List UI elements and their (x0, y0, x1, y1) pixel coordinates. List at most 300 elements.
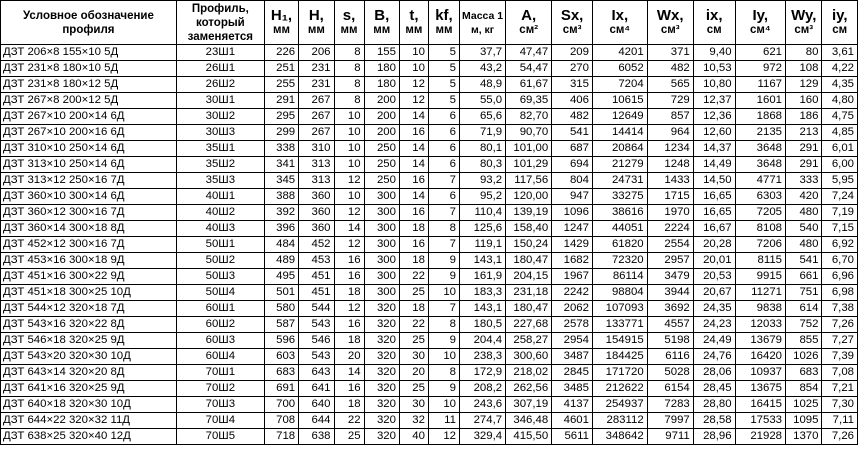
cell-iy: 1868 (735, 109, 785, 125)
header-label: s, (342, 6, 356, 24)
cell-mass: 143,1 (460, 301, 506, 317)
header-unit: см² (519, 23, 539, 36)
cell-wx: 7283 (647, 397, 693, 413)
cell-profile-designation: ДЗТ 543×20 320×30 10Д (1, 349, 177, 365)
cell-wx: 565 (647, 77, 693, 93)
header-replaced-profile (176, 1, 264, 45)
cell-iy-radius: 7,27 (822, 333, 858, 349)
cell-h: 267 (299, 125, 334, 141)
cell-wy: 752 (786, 317, 822, 333)
cell-t: 16 (399, 237, 428, 253)
cell-a: 258,27 (506, 333, 552, 349)
cell-profile-designation: ДЗТ 452×12 300×16 7Д (1, 237, 177, 253)
cell-replaced-profile: 26Ш2 (176, 77, 264, 93)
cell-wy: 108 (786, 61, 822, 77)
cell-profile-designation: ДЗТ 644×22 320×32 11Д (1, 413, 177, 429)
cell-wy: 661 (786, 269, 822, 285)
header-unit: см (832, 23, 848, 36)
header-label: A, (521, 6, 537, 24)
cell-sx: 3487 (552, 349, 593, 365)
cell-iy-radius: 6,01 (822, 141, 858, 157)
header-unit: см³ (562, 23, 582, 36)
cell-wx: 857 (647, 109, 693, 125)
cell-wx: 6154 (647, 381, 693, 397)
cell-h1: 603 (264, 349, 298, 365)
cell-ix-radius: 20,67 (693, 285, 735, 301)
header-unit: мм (340, 23, 358, 36)
table-row (1, 333, 858, 349)
header-unit: мм (435, 23, 453, 36)
cell-sx: 270 (552, 61, 593, 77)
table-row (1, 189, 858, 205)
table-row (1, 349, 858, 365)
cell-h1: 295 (264, 109, 298, 125)
cell-kf: 5 (428, 45, 459, 61)
cell-iy: 3648 (735, 141, 785, 157)
cell-mass: 65,6 (460, 109, 506, 125)
cell-iy: 21928 (735, 429, 785, 445)
cell-wy: 855 (786, 333, 822, 349)
cell-profile-designation: ДЗТ 231×8 180×12 5Д (1, 77, 177, 93)
table-row (1, 173, 858, 189)
cell-a: 101,29 (506, 157, 552, 173)
cell-replaced-profile: 70Ш5 (176, 429, 264, 445)
cell-h1: 255 (264, 77, 298, 93)
cell-iy-radius: 7,11 (822, 413, 858, 429)
cell-iy: 12033 (735, 317, 785, 333)
cell-mass: 243,6 (460, 397, 506, 413)
cell-s: 8 (334, 45, 364, 61)
cell-wx: 1248 (647, 157, 693, 173)
cell-sx: 804 (552, 173, 593, 189)
header-h1 (264, 1, 298, 45)
cell-kf: 9 (428, 381, 459, 397)
header-row (1, 1, 858, 45)
cell-ix: 107093 (592, 301, 647, 317)
cell-wy: 186 (786, 109, 822, 125)
cell-ix-radius: 10,80 (693, 77, 735, 93)
cell-profile-designation: ДЗТ 451×18 300×25 10Д (1, 285, 177, 301)
cell-a: 101,00 (506, 141, 552, 157)
cell-ix: 14414 (592, 125, 647, 141)
cell-mass: 80,3 (460, 157, 506, 173)
cell-t: 25 (399, 381, 428, 397)
cell-s: 18 (334, 333, 364, 349)
header-label: ix, (705, 6, 723, 24)
cell-b: 200 (364, 109, 399, 125)
cell-replaced-profile: 50Ш1 (176, 237, 264, 253)
cell-b: 250 (364, 141, 399, 157)
header-wy (786, 1, 822, 45)
cell-wy: 480 (786, 237, 822, 253)
cell-h: 267 (299, 93, 334, 109)
cell-ix: 254937 (592, 397, 647, 413)
cell-b: 250 (364, 157, 399, 173)
cell-kf: 9 (428, 269, 459, 285)
cell-iy-radius: 5,95 (822, 173, 858, 189)
header-label: Профиль, который заменяется (187, 2, 254, 43)
cell-mass: 274,7 (460, 413, 506, 429)
cell-sx: 315 (552, 77, 593, 93)
cell-profile-designation: ДЗТ 267×10 200×16 6Д (1, 125, 177, 141)
cell-wx: 9711 (647, 429, 693, 445)
cell-ix-radius: 20,53 (693, 269, 735, 285)
cell-mass: 119,1 (460, 237, 506, 253)
cell-b: 300 (364, 285, 399, 301)
cell-sx: 1429 (552, 237, 593, 253)
cell-iy: 11271 (735, 285, 785, 301)
cell-a: 204,15 (506, 269, 552, 285)
cell-iy-radius: 7,21 (822, 381, 858, 397)
header-iy (735, 1, 785, 45)
cell-ix: 24731 (592, 173, 647, 189)
cell-sx: 3485 (552, 381, 593, 397)
cell-ix: 12649 (592, 109, 647, 125)
cell-ix-radius: 16,65 (693, 205, 735, 221)
cell-h: 360 (299, 189, 334, 205)
cell-s: 10 (334, 109, 364, 125)
cell-iy-radius: 7,24 (822, 189, 858, 205)
cell-mass: 329,4 (460, 429, 506, 445)
cell-wy: 1026 (786, 349, 822, 365)
cell-iy: 16420 (735, 349, 785, 365)
cell-h1: 700 (264, 397, 298, 413)
cell-h: 546 (299, 333, 334, 349)
table-row (1, 365, 858, 381)
cell-mass: 43,2 (460, 61, 506, 77)
table-row (1, 237, 858, 253)
cell-wx: 1234 (647, 141, 693, 157)
cell-t: 12 (399, 77, 428, 93)
cell-wx: 3479 (647, 269, 693, 285)
cell-wx: 729 (647, 93, 693, 109)
header-label: Wy, (791, 6, 817, 24)
cell-replaced-profile: 30Ш2 (176, 109, 264, 125)
cell-ix-radius: 12,37 (693, 93, 735, 109)
cell-h1: 580 (264, 301, 298, 317)
cell-a: 180,47 (506, 301, 552, 317)
cell-h: 231 (299, 61, 334, 77)
cell-profile-designation: ДЗТ 313×10 250×14 6Д (1, 157, 177, 173)
header-unit: мм (405, 23, 423, 36)
header-unit: см⁴ (750, 23, 771, 36)
cell-profile-designation: ДЗТ 206×8 155×10 5Д (1, 45, 177, 61)
header-ix-radius (693, 1, 735, 45)
cell-ix: 133771 (592, 317, 647, 333)
cell-h: 453 (299, 253, 334, 269)
cell-replaced-profile: 70Ш3 (176, 397, 264, 413)
cell-ix: 4201 (592, 45, 647, 61)
cell-t: 16 (399, 173, 428, 189)
table-row (1, 45, 858, 61)
cell-h1: 345 (264, 173, 298, 189)
cell-profile-designation: ДЗТ 360×10 300×14 6Д (1, 189, 177, 205)
cell-iy: 9838 (735, 301, 785, 317)
cell-mass: 125,6 (460, 221, 506, 237)
cell-b: 180 (364, 77, 399, 93)
cell-h: 543 (299, 317, 334, 333)
cell-ix-radius: 24,23 (693, 317, 735, 333)
cell-wy: 854 (786, 381, 822, 397)
header-s (334, 1, 364, 45)
cell-sx: 209 (552, 45, 593, 61)
cell-h1: 392 (264, 205, 298, 221)
table-row (1, 61, 858, 77)
cell-iy: 972 (735, 61, 785, 77)
cell-s: 14 (334, 221, 364, 237)
cell-iy: 13679 (735, 333, 785, 349)
cell-t: 20 (399, 365, 428, 381)
cell-a: 262,56 (506, 381, 552, 397)
cell-ix-radius: 10,53 (693, 61, 735, 77)
cell-wy: 333 (786, 173, 822, 189)
cell-kf: 11 (428, 413, 459, 429)
cell-h1: 596 (264, 333, 298, 349)
cell-iy: 13675 (735, 381, 785, 397)
cell-profile-designation: ДЗТ 546×18 320×25 9Д (1, 333, 177, 349)
cell-iy: 8108 (735, 221, 785, 237)
cell-t: 18 (399, 221, 428, 237)
cell-iy-radius: 6,70 (822, 253, 858, 269)
cell-a: 346,48 (506, 413, 552, 429)
header-b (364, 1, 399, 45)
cell-h: 452 (299, 237, 334, 253)
cell-kf: 10 (428, 397, 459, 413)
cell-sx: 1096 (552, 205, 593, 221)
cell-iy-radius: 7,08 (822, 365, 858, 381)
cell-t: 10 (399, 61, 428, 77)
cell-t: 16 (399, 125, 428, 141)
cell-iy-radius: 7,30 (822, 397, 858, 413)
cell-ix: 98804 (592, 285, 647, 301)
table-row (1, 109, 858, 125)
cell-profile-designation: ДЗТ 267×10 200×14 6Д (1, 109, 177, 125)
cell-kf: 5 (428, 93, 459, 109)
cell-t: 18 (399, 301, 428, 317)
cell-wy: 1025 (786, 397, 822, 413)
cell-mass: 110,4 (460, 205, 506, 221)
cell-a: 117,56 (506, 173, 552, 189)
cell-wx: 1715 (647, 189, 693, 205)
header-iy-radius (822, 1, 858, 45)
cell-ix: 283112 (592, 413, 647, 429)
cell-wy: 751 (786, 285, 822, 301)
cell-h1: 299 (264, 125, 298, 141)
cell-wx: 1433 (647, 173, 693, 189)
cell-profile-designation: ДЗТ 544×12 320×18 7Д (1, 301, 177, 317)
cell-b: 300 (364, 205, 399, 221)
cell-replaced-profile: 40Ш1 (176, 189, 264, 205)
cell-kf: 7 (428, 205, 459, 221)
header-sx (552, 1, 593, 45)
cell-h1: 226 (264, 45, 298, 61)
cell-wy: 1095 (786, 413, 822, 429)
cell-ix: 184425 (592, 349, 647, 365)
header-kf (428, 1, 459, 45)
cell-b: 320 (364, 429, 399, 445)
cell-b: 200 (364, 125, 399, 141)
cell-replaced-profile: 70Ш2 (176, 381, 264, 397)
header-label: Условное обозначение профиля (22, 9, 154, 36)
cell-wx: 2224 (647, 221, 693, 237)
cell-replaced-profile: 26Ш1 (176, 61, 264, 77)
cell-iy-radius: 6,00 (822, 157, 858, 173)
cell-iy-radius: 7,39 (822, 349, 858, 365)
cell-ix: 21279 (592, 157, 647, 173)
cell-iy-radius: 7,26 (822, 317, 858, 333)
cell-ix-radius: 28,06 (693, 365, 735, 381)
cell-iy: 6303 (735, 189, 785, 205)
cell-h: 451 (299, 285, 334, 301)
cell-t: 25 (399, 285, 428, 301)
cell-ix-radius: 14,49 (693, 157, 735, 173)
cell-wx: 7997 (647, 413, 693, 429)
cell-iy: 16415 (735, 397, 785, 413)
cell-replaced-profile: 30Ш3 (176, 125, 264, 141)
cell-kf: 6 (428, 157, 459, 173)
cell-profile-designation: ДЗТ 267×8 200×12 5Д (1, 93, 177, 109)
cell-a: 120,00 (506, 189, 552, 205)
cell-sx: 2242 (552, 285, 593, 301)
cell-h: 544 (299, 301, 334, 317)
cell-t: 12 (399, 93, 428, 109)
cell-h: 638 (299, 429, 334, 445)
cell-s: 22 (334, 413, 364, 429)
cell-kf: 12 (428, 429, 459, 445)
cell-replaced-profile: 23Ш1 (176, 45, 264, 61)
cell-h1: 484 (264, 237, 298, 253)
cell-replaced-profile: 60Ш1 (176, 301, 264, 317)
cell-mass: 93,2 (460, 173, 506, 189)
cell-mass: 143,1 (460, 253, 506, 269)
cell-wy: 683 (786, 365, 822, 381)
header-mass (460, 1, 506, 45)
table-row (1, 141, 858, 157)
cell-ix-radius: 28,80 (693, 397, 735, 413)
cell-iy: 17533 (735, 413, 785, 429)
cell-s: 12 (334, 173, 364, 189)
cell-iy-radius: 7,15 (822, 221, 858, 237)
cell-replaced-profile: 50Ш4 (176, 285, 264, 301)
cell-ix: 72320 (592, 253, 647, 269)
cell-replaced-profile: 70Ш4 (176, 413, 264, 429)
cell-kf: 5 (428, 61, 459, 77)
cell-profile-designation: ДЗТ 310×10 250×14 6Д (1, 141, 177, 157)
cell-profile-designation: ДЗТ 451×16 300×22 9Д (1, 269, 177, 285)
cell-s: 16 (334, 317, 364, 333)
cell-b: 320 (364, 381, 399, 397)
cell-kf: 6 (428, 109, 459, 125)
cell-h1: 251 (264, 61, 298, 77)
cell-wy: 160 (786, 93, 822, 109)
cell-replaced-profile: 30Ш1 (176, 93, 264, 109)
cell-replaced-profile: 60Ш3 (176, 333, 264, 349)
cell-t: 22 (399, 269, 428, 285)
cell-kf: 10 (428, 285, 459, 301)
cell-sx: 2062 (552, 301, 593, 317)
cell-replaced-profile: 35Ш3 (176, 173, 264, 189)
cell-ix-radius: 14,37 (693, 141, 735, 157)
cell-replaced-profile: 50Ш3 (176, 269, 264, 285)
cell-sx: 1247 (552, 221, 593, 237)
cell-wx: 4557 (647, 317, 693, 333)
cell-t: 10 (399, 45, 428, 61)
header-label: H, (308, 6, 324, 24)
cell-ix-radius: 14,50 (693, 173, 735, 189)
cell-a: 90,70 (506, 125, 552, 141)
cell-ix-radius: 16,65 (693, 189, 735, 205)
header-label: B, (374, 6, 390, 24)
cell-h: 267 (299, 109, 334, 125)
cell-mass: 180,5 (460, 317, 506, 333)
cell-ix: 7204 (592, 77, 647, 93)
cell-ix: 44051 (592, 221, 647, 237)
cell-a: 227,68 (506, 317, 552, 333)
cell-replaced-profile: 35Ш1 (176, 141, 264, 157)
cell-ix-radius: 16,67 (693, 221, 735, 237)
cell-ix-radius: 24,35 (693, 301, 735, 317)
cell-h1: 708 (264, 413, 298, 429)
cell-kf: 10 (428, 349, 459, 365)
cell-b: 320 (364, 397, 399, 413)
cell-ix-radius: 9,40 (693, 45, 735, 61)
cell-ix: 348642 (592, 429, 647, 445)
cell-replaced-profile: 40Ш2 (176, 205, 264, 221)
cell-ix: 212622 (592, 381, 647, 397)
header-label: H₁, (270, 6, 293, 24)
cell-ix-radius: 28,45 (693, 381, 735, 397)
cell-wy: 614 (786, 301, 822, 317)
cell-b: 320 (364, 413, 399, 429)
cell-h1: 495 (264, 269, 298, 285)
cell-b: 320 (364, 349, 399, 365)
cell-t: 14 (399, 109, 428, 125)
cell-iy-radius: 4,22 (822, 61, 858, 77)
header-unit: см (706, 23, 722, 36)
cell-b: 300 (364, 253, 399, 269)
cell-wx: 3944 (647, 285, 693, 301)
cell-b: 300 (364, 269, 399, 285)
cell-iy-radius: 4,80 (822, 93, 858, 109)
cell-a: 218,02 (506, 365, 552, 381)
cell-kf: 7 (428, 301, 459, 317)
cell-sx: 2578 (552, 317, 593, 333)
cell-a: 54,47 (506, 61, 552, 77)
cell-iy-radius: 6,92 (822, 237, 858, 253)
cell-profile-designation: ДЗТ 453×16 300×18 9Д (1, 253, 177, 269)
header-profile-designation (1, 1, 177, 45)
cell-wy: 80 (786, 45, 822, 61)
cell-h: 641 (299, 381, 334, 397)
cell-ix: 86114 (592, 269, 647, 285)
cell-mass: 80,1 (460, 141, 506, 157)
cell-t: 22 (399, 317, 428, 333)
cell-kf: 7 (428, 237, 459, 253)
cell-t: 25 (399, 333, 428, 349)
cell-mass: 183,3 (460, 285, 506, 301)
header-ix (592, 1, 647, 45)
cell-mass: 71,9 (460, 125, 506, 141)
cell-sx: 541 (552, 125, 593, 141)
cell-kf: 6 (428, 141, 459, 157)
cell-t: 16 (399, 205, 428, 221)
cell-h1: 587 (264, 317, 298, 333)
header-unit: см³ (660, 23, 680, 36)
cell-ix-radius: 20,01 (693, 253, 735, 269)
cell-a: 180,47 (506, 253, 552, 269)
cell-wy: 480 (786, 205, 822, 221)
header-label: t, (409, 6, 419, 24)
